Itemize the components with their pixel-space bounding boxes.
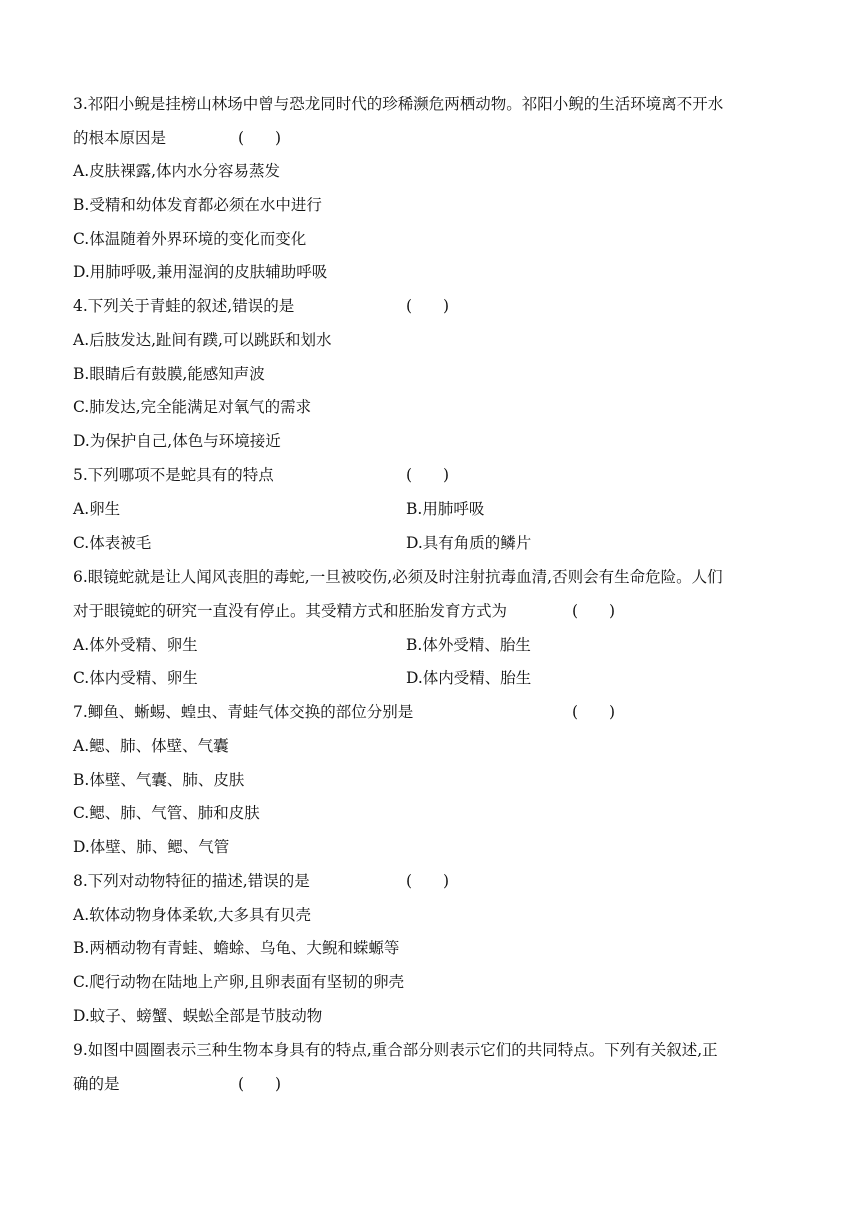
q9-answer-paren: ( ) <box>238 1075 282 1093</box>
q8-answer-paren: ( ) <box>406 872 450 890</box>
q3-stem-line2: 的根本原因是 <box>73 129 167 147</box>
q6-option-b: B.体外受精、胎生 <box>406 636 531 654</box>
q7-option-b: B.体壁、气囊、肺、皮肤 <box>73 771 245 789</box>
q8-option-d: D.蚊子、螃蟹、蜈蚣全部是节肢动物 <box>73 1007 323 1025</box>
q4-stem: 4.下列关于青蛙的叙述,错误的是 <box>73 297 295 315</box>
q9-stem-line2: 确的是 <box>73 1075 120 1093</box>
q6-stem-line1: 6.眼镜蛇就是让人闻风丧胆的毒蛇,一旦被咬伤,必须及时注射抗毒血清,否则会有生命危险。人们 <box>73 568 723 586</box>
q4-answer-paren: ( ) <box>406 297 450 315</box>
q8-option-b: B.两栖动物有青蛙、蟾蜍、乌龟、大鲵和蝾螈等 <box>73 939 400 957</box>
q3-option-c: C.体温随着外界环境的变化而变化 <box>73 230 307 248</box>
q6-option-a: A.体外受精、卵生 <box>73 636 198 654</box>
q4-option-d: D.为保护自己,体色与环境接近 <box>73 432 281 450</box>
q7-option-d: D.体壁、肺、鳃、气管 <box>73 838 230 856</box>
q5-option-b: B.用肺呼吸 <box>406 500 485 518</box>
q9-stem-line1: 9.如图中圆圈表示三种生物本身具有的特点,重合部分则表示它们的共同特点。下列有关叙述,正 <box>73 1041 718 1059</box>
q5-option-c: C.体表被毛 <box>73 534 152 552</box>
q7-option-c: C.鳃、肺、气管、肺和皮肤 <box>73 804 260 822</box>
q5-stem: 5.下列哪项不是蛇具有的特点 <box>73 466 274 484</box>
q6-option-c: C.体内受精、卵生 <box>73 669 198 687</box>
q3-answer-paren: ( ) <box>238 129 282 147</box>
q7-answer-paren: ( ) <box>572 703 616 721</box>
q8-option-a: A.软体动物身体柔软,大多具有贝壳 <box>73 906 312 924</box>
q6-stem-line2: 对于眼镜蛇的研究一直没有停止。其受精方式和胚胎发育方式为 <box>73 602 508 620</box>
q5-option-d: D.具有角质的鳞片 <box>406 534 532 552</box>
q4-option-a: A.后肢发达,趾间有蹼,可以跳跃和划水 <box>73 331 332 349</box>
q4-option-b: B.眼睛后有鼓膜,能感知声波 <box>73 365 265 383</box>
q3-option-b: B.受精和幼体发育都必须在水中进行 <box>73 196 322 214</box>
q6-answer-paren: ( ) <box>572 602 616 620</box>
q4-option-c: C.肺发达,完全能满足对氧气的需求 <box>73 398 312 416</box>
q3-option-d: D.用肺呼吸,兼用湿润的皮肤辅助呼吸 <box>73 263 328 281</box>
q8-option-c: C.爬行动物在陆地上产卵,且卵表面有坚韧的卵壳 <box>73 973 405 991</box>
q8-stem: 8.下列对动物特征的描述,错误的是 <box>73 872 310 890</box>
q6-option-d: D.体内受精、胎生 <box>406 669 532 687</box>
q5-answer-paren: ( ) <box>406 466 450 484</box>
q7-option-a: A.鳃、肺、体壁、气囊 <box>73 737 229 755</box>
q5-option-a: A.卵生 <box>73 500 121 518</box>
q7-stem: 7.鲫鱼、蜥蜴、蝗虫、青蛙气体交换的部位分别是 <box>73 703 414 721</box>
q3-option-a: A.皮肤裸露,体内水分容易蒸发 <box>73 162 281 180</box>
q3-stem-line1: 3.祁阳小鲵是挂榜山林场中曾与恐龙同时代的珍稀濒危两栖动物。祁阳小鲵的生活环境离不开水 <box>73 95 724 113</box>
